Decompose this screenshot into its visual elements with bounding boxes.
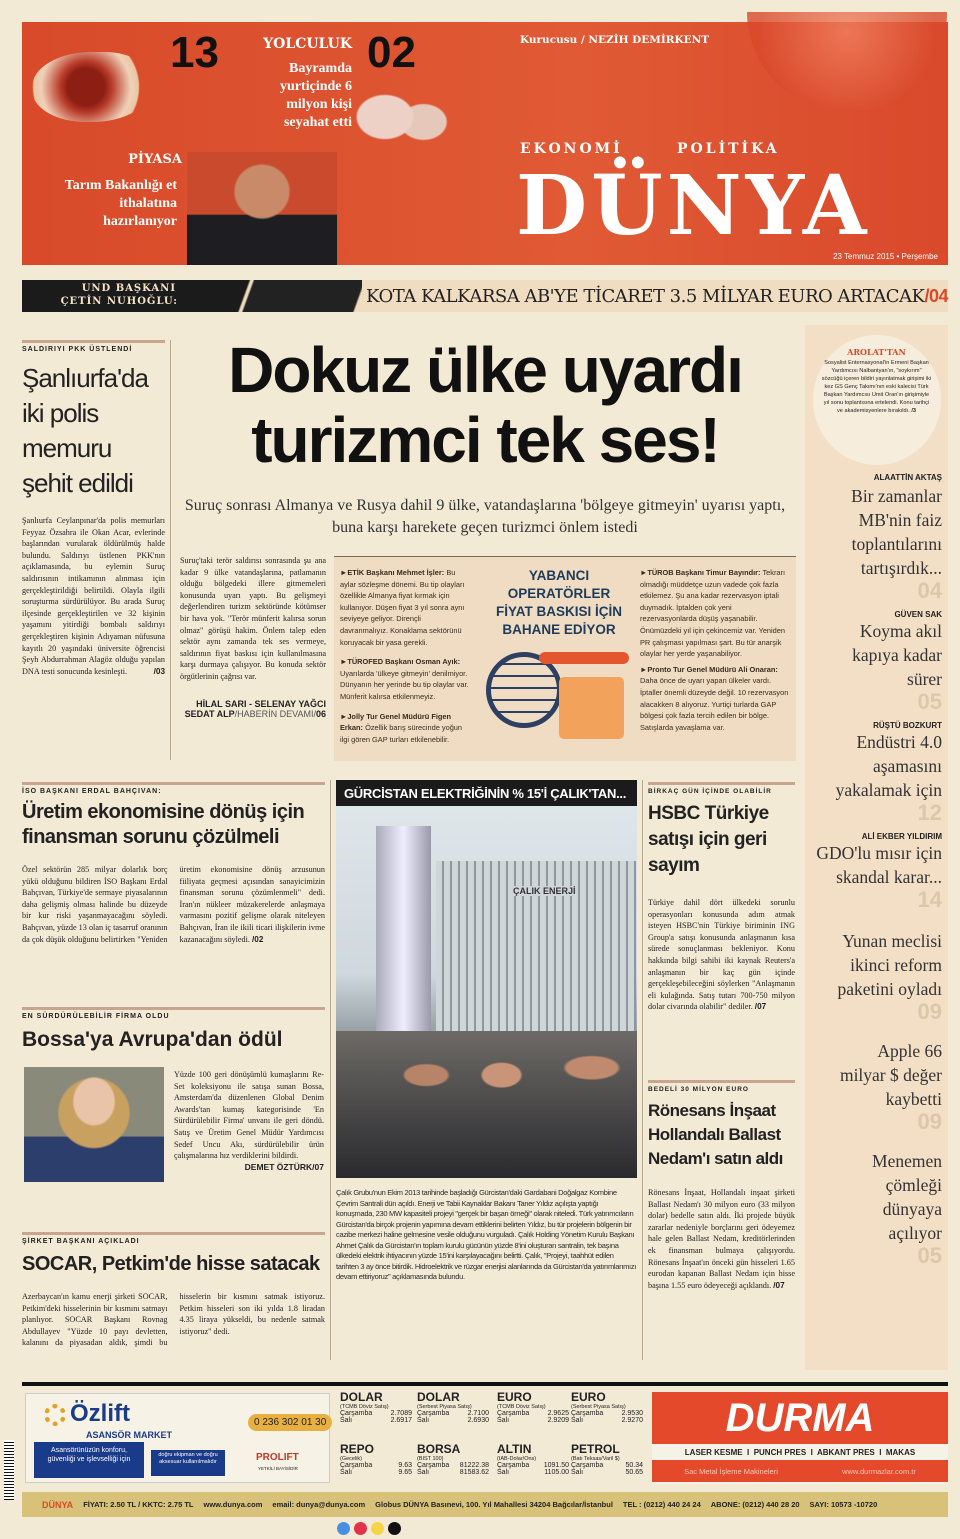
- globe-graphic: [747, 12, 947, 112]
- ronesans-kicker: BEDELİ 30 MİLYON EURO: [648, 1080, 795, 1093]
- teaser-kicker-piyasa: PİYASA: [128, 152, 182, 167]
- market-item: [417, 1442, 489, 1476]
- market-row: Salı 2.6917: [340, 1417, 412, 1424]
- hsbc-body: [648, 897, 795, 1013]
- calik-story[interactable]: [336, 780, 637, 1283]
- ozlift-phone[interactable]: 0 236 302 01 30: [248, 1414, 332, 1431]
- market-sub: (TCMB Döviz Satış): [340, 1404, 389, 1410]
- market-sub: (Serbest Piyasa Satış): [571, 1404, 626, 1410]
- market-row: Salı 2.9270: [571, 1417, 643, 1424]
- durma-url[interactable]: www.durmazlar.com.tr: [842, 1466, 916, 1476]
- sidebar-author: RÜŞTÜ BOZKURT: [873, 721, 942, 730]
- sidebar-author: ALİ EKBER YILDIRIM: [861, 832, 942, 841]
- arolat-page: /3: [911, 408, 916, 414]
- divider: [330, 780, 331, 1360]
- newspaper-logo[interactable]: DÜNYA: [516, 158, 871, 254]
- durma-bar: [652, 1460, 948, 1482]
- quote-strip[interactable]: [22, 280, 948, 312]
- lead-body-text: Suruç'taki terör saldırısı sonrasında şu ana kadar 9 ülke vatandaşlarına, patlamanın olduğu bölgedeki illere gitmemeleri konusunda uyarı yaptı. Bu gelişmeyi değerlendiren turizm sektöründe kötümser bir hava yok. "Terör münferit kalırsa sorun olmaz" görüşü hakim. Önlem talep eden sektör aynı zamanda tek ses vermeye, saldırının fiyat baskısı için kullanılmasına karşı durmaya çalışıyor. Bu konuda sektör örgütlerinin çağrısı var.: [180, 556, 326, 681]
- iso-title[interactable]: Üretim ekonomisine dönüş için finansman sorunu çözülmeli: [22, 801, 305, 848]
- divider: [170, 340, 171, 760]
- quote-speaker: ►Jolly Tur Genel Müdürü Figen Erkan:: [340, 711, 452, 733]
- ozlift-slogan1: Asansörünüzün konforu, güvenliği ve işlevselliği için: [34, 1442, 144, 1478]
- market-item: [571, 1390, 643, 1424]
- portrait-photo: [187, 152, 337, 265]
- quote-speaker: ►TÜROFED Başkanı Osman Ayık:: [340, 657, 461, 667]
- market-name: EURO: [497, 1390, 532, 1404]
- lead-body: [180, 555, 326, 719]
- sidebar-page: 04: [917, 578, 942, 603]
- quote-item: [340, 711, 470, 746]
- footer-tel: TEL : (0212) 440 24 24: [622, 1500, 701, 1509]
- sidebar-title: Endüstri 4.0 aşamasını yakalamak için: [835, 732, 942, 800]
- market-name: BORSA: [417, 1442, 461, 1456]
- bossa-story[interactable]: [22, 1007, 325, 1172]
- quote-item: [640, 567, 790, 660]
- lead-byline-author: SEDAT ALP: [184, 708, 235, 719]
- ozlift-brand: Özlift: [70, 1400, 130, 1427]
- plant-sign: ÇALIK ENERJİ: [513, 886, 576, 896]
- market-sub: (Serbest Piyasa Satış): [417, 1404, 472, 1410]
- prolift-sub: YETKİLİ BAYİSİDİR: [258, 1466, 298, 1471]
- ozlift-slogan2: doğru ekipman ve doğru aksesuar kullanılmalıdır: [151, 1450, 225, 1476]
- lead-headline[interactable]: [180, 335, 790, 475]
- quote-text: Tekrarı olmadığı müddetçe uzun vadede çok fazla etkilemez. Şu ana kadar rezervasyon iptali duymadık. İptalden çok yeni rezervasyonlarda düşüş yaşanabilir. Önümüzdeki yıl için çekincemiz var. Yeniden PR çalışması yapılması şart. Bu tür anarşik olaylar her yerde yaşanabiliyor.: [640, 568, 786, 659]
- teaser-kicker-yolculuk: YOLCULUK: [263, 36, 352, 52]
- market-name: PETROL: [571, 1442, 620, 1456]
- socar-title[interactable]: SOCAR, Petkim'de hisse satacak: [22, 1253, 320, 1275]
- market-row: Salı 1105.00: [497, 1469, 569, 1476]
- market-sub: (BIST 100): [417, 1456, 444, 1462]
- bossa-kicker: EN SÜRDÜRÜLEBİLİR FİRMA OLDU: [22, 1007, 325, 1020]
- left-story-text: Şanlıurfa Ceylanpınar'da polis memurları Feyyaz Özsahra ile Okan Acar, evlerinde başlarından vurularak öldürülmüş halde bulundu. Saldırıyı üstlenen PKK'nın açıklamasında, bu eylemin Suruç saldırısının intikamının alınması için gerçekleştirildiği belirtildi. Olayla ilgili soruşturma sürdürülüyor. Bu arada Suruç ilçesinde gerçekleştirilen ve 32 kişinin yaşamını yitirdiği bombalı saldırıyı gerçekleştiren kişinin Adıyaman nüfusuna kayıtlı 20 yaşındaki üniversite öğrencisi Şeyh Abdurrahman Alagöz olduğu yapılan DNA testi sonucunda kesinleşti.: [22, 516, 165, 676]
- gear-icon: [44, 1404, 66, 1426]
- prolift-logo: PROLIFT: [256, 1452, 299, 1463]
- footer-price: FİYATI: 2.50 TL / KKTC: 2.75 TL: [83, 1500, 194, 1509]
- sidebar-item[interactable]: [811, 610, 942, 713]
- hsbc-text: Türkiye dahil dört ülkedeki sorunlu operasyonları konusunda adım atmak isteyen HSBC'nin Türkiye biriminin ING Group'a satışı konusunda anlaşmanın kısa sürede sonuçlanması bekleniyor. Konu hakkında bilgi sahibi iki kaynak Reuters'a anlaşmanın bir kaç gün içinde gerçekleşebileceğini söylerken "Anlaşmanın eli kulağında. Satış tutarı 700-750 milyon dolar civarında olabilir" dediler.: [648, 898, 795, 1012]
- sidebar-item[interactable]: [811, 832, 942, 911]
- sidebar-item[interactable]: [811, 1039, 942, 1133]
- market-item: [497, 1390, 569, 1424]
- market-sub: (TCMB Döviz Satış): [497, 1404, 546, 1410]
- divider: [642, 780, 643, 1360]
- strip-speaker-1: UND BAŞKANI: [81, 283, 176, 294]
- teaser-text-piyasa[interactable]: Tarım Bakanlığı et ithalatına hazırlanıyor: [64, 178, 177, 229]
- strip-headline[interactable]: [366, 286, 948, 307]
- left-story[interactable]: [22, 340, 165, 677]
- ronesans-page: /07: [773, 1280, 785, 1290]
- market-name: ALTIN: [497, 1442, 532, 1456]
- hsbc-title[interactable]: HSBC Türkiye satışı için geri sayım: [648, 803, 769, 876]
- strip-portrait: [182, 280, 362, 312]
- lead-byline1: HİLAL SARI - SELENAY YAĞCI: [196, 698, 326, 709]
- sidebar-author: GÜVEN SAK: [894, 610, 942, 619]
- market-row: Salı 81583.62: [417, 1469, 489, 1476]
- plane-icon: [539, 652, 629, 664]
- travelers-silhouette: [352, 77, 462, 177]
- sidebar-page: 12: [917, 800, 942, 825]
- quote-text: Özellik barış sürecinde yoğun ilgi gören GAP turları etkilenebilir.: [340, 723, 463, 744]
- market-item: [417, 1390, 489, 1424]
- strip-page: /04: [924, 286, 948, 306]
- iso-story[interactable]: [22, 782, 325, 945]
- teaser-page-02[interactable]: 02: [367, 28, 416, 77]
- market-item: [571, 1442, 643, 1476]
- lead-headline-line2: turizmci tek ses!: [251, 404, 719, 476]
- black-dot: [388, 1522, 401, 1535]
- quotes-right: [640, 567, 790, 733]
- hsbc-kicker: BİRKAÇ GÜN İÇİNDE OLABİLİR: [648, 782, 795, 795]
- sidebar-item[interactable]: [811, 929, 942, 1023]
- bossa-title[interactable]: Bossa'ya Avrupa'dan ödül: [22, 1028, 283, 1051]
- iso-body: [22, 864, 325, 945]
- market-data: [340, 1390, 643, 1486]
- left-story-title[interactable]: Şanlıurfa'da iki polis memuru şehit edildi: [22, 363, 148, 498]
- market-item: [497, 1442, 569, 1476]
- arolat-body: Sosyalist Enternasyonal'in Ermeni Başkan Yardımcısı Nalbantyan'ın, "soykırım" sözcüğü içeren bildiri yayınlatmak girişimi iki kez GS Genç Takımı'nın eski kalecisi Türk Başkan Yardımcısı Umit Oran'ın girişimiyle yıl sonu toplantısına ertelendi. Konu tarihçi ve akademisyenlere bırakıldı.: [821, 360, 932, 414]
- strip-speaker-2: ÇETİN NUHOĞLU:: [60, 296, 178, 307]
- ronesans-text: Rönesans İnşaat, Hollandalı inşaat şirketi Ballast Nedam'ı 30 milyon euro (33 milyon dolar) bedelle satın aldı. İki projede büyük zararlar nedeniyle borçlarını geri ödeyemez hale gelen Ballast Nedam, kreditörlerinden ek finansman bulmaya çalışıyordu. Rönesans İnşaat'ın önceki gün hisseleri 1.65 eurodan kapanan Ballast Nedam için hisse başına 1.55 euro ödeyeceği açıklandı.: [648, 1188, 795, 1290]
- founder: Kurucusu / NEZİH DEMİRKENT: [520, 34, 710, 46]
- quote-speaker: ►TÜROB Başkanı Timur Bayındır:: [640, 568, 761, 577]
- calik-body: Çalık Grubu'nun Ekim 2013 tarihinde başladığı Gürcistan'daki Gardabani Doğalgaz Kombine Çevrim Santrali dün açıldı. Enerji ve Tabii Kaynaklar Bakanı Taner Yıldız açılışta yaptığı konuşmada, 230 MW kapasiteli projeyi "gerçek bir başarı örneği" olarak niteledi. Türk yatırımcıların Gürcistan'da birçok projenin yapımına devam ettiklerini belirten Yıldız, bu tür projelerin bölgenin bir cazibe merkezi haline gelmesine vesile olduğunu vurguladı. Çalık Holding Yönetim Kurulu Başkanı Ahmet Çalık da Gürcistan'ın toplam kurulu gücünün yüzde 8'ini oluşturan santralin, tek başına ülkedeki elektrik ihtiyacının yüzde 15'ini karşılayacağını belirtti. Çalık, "Projeyi, taahhüt edilen tarihten 3 ay önce bitirdik. Hidroelektrik ve rüzgar enerjisi alanlarında da Gürcistan'da yatırımlarımızı devam ettiriyoruz" açıklamasında bulundu.: [336, 1188, 637, 1281]
- iso-page: /02: [252, 934, 264, 944]
- columnist-list: [805, 473, 948, 1267]
- sidebar-page: 09: [917, 999, 942, 1024]
- quote-speaker: ►ETİK Başkanı Mehmet İşler:: [340, 568, 445, 577]
- quote-item: [340, 656, 470, 702]
- right-sidebar: [805, 325, 948, 1370]
- footer-web[interactable]: www.dunya.com: [203, 1500, 263, 1509]
- market-row: Çarşamba 1091.50: [497, 1462, 569, 1469]
- lead-byline2: [180, 709, 326, 719]
- quote-item: [340, 567, 470, 648]
- socar-body: Azerbaycan'ın kamu enerji şirketi SOCAR, Petkim'deki hisselerinin bir kısmını satmayı planlıyor. SOCAR Başkanı Rovnag Abdullayev "Yüzde 10 payı devletten, kalanını da piyasadan aldık, şimdi bu hisselerin bir kısmını satmak istiyoruz. Petkim hisseleri son iki yılda 1.8 liradan 4.35 liraya yükseldi, bu nedenle satmak istiyoruz" dedi.: [22, 1292, 325, 1348]
- bossa-author: DEMET ÖZTÜRK: [244, 1161, 313, 1172]
- market-row: Salı 2.6930: [417, 1417, 489, 1424]
- market-row: Çarşamba 81222.38: [417, 1462, 489, 1469]
- ronesans-body: [648, 1187, 795, 1291]
- arolat-box[interactable]: [813, 335, 941, 465]
- sidebar-title: GDO'lu mısır için skandal karar...: [816, 843, 942, 887]
- masthead: [22, 22, 948, 265]
- footer-brand: DÜNYA: [42, 1499, 74, 1510]
- cyan-dot: [337, 1522, 350, 1535]
- print-color-marks: [337, 1522, 401, 1535]
- bossa-page: /07: [312, 1161, 324, 1172]
- bossa-photo: [24, 1067, 164, 1182]
- sidebar-item[interactable]: [811, 473, 942, 602]
- quotes-left: [340, 567, 470, 745]
- market-row: Salı 2.9209: [497, 1417, 569, 1424]
- left-story-page: /03: [153, 666, 165, 676]
- sidebar-title: Bir zamanlar MB'nin faiz toplantılarını tartışırdık...: [851, 486, 942, 578]
- arolat-text: [821, 359, 933, 415]
- market-row: Salı 50.65: [571, 1469, 643, 1476]
- graphic-title: YABANCI OPERATÖRLER FİYAT BASKISI İÇİN BAHANE EDİYOR: [495, 568, 622, 637]
- market-sub: (IAB-Dolar/Ons): [497, 1456, 537, 1462]
- power-plant-photo: [336, 806, 637, 1178]
- iso-text: Özel sektörün 285 milyar dolarlık borç yükü olduğunu bildiren İSO Başkanı Erdal Bahçıvan, Türkiye'de sermaye piyasalarının daha gelişmiş olması halinde bu düzeyde bir kur riski yaşanmayacağını söyledi. Bahçıvan, yüzde 13 olan iç tasarruf oranının da çok düşük olduğunu belirtirken "Yeniden üretim ekonomisine dönüş arzusunun fiiliyata geçmesi açısından sanayicimizin finansman sorunu çözümlenmeli" dedi. İran'ın nükleer müzakerelerde anlaşmaya varmasını pozitif gelişme olarak niteleyen Bahçıvan, İran ile ikili ticari ilişkilerin ivme kazanacağını söyledi.: [22, 865, 325, 944]
- market-name: DOLAR: [417, 1390, 460, 1404]
- lead-headline-line1: Dokuz ülke uyardı: [228, 334, 742, 406]
- sidebar-item[interactable]: [811, 1149, 942, 1267]
- suitcase-icon: [559, 677, 624, 739]
- lead-page: 06: [315, 708, 326, 719]
- ozlift-sub: ASANSÖR MARKET: [86, 1430, 173, 1440]
- tagline-ekonomi: EKONOMİ: [520, 141, 623, 157]
- market-name: EURO: [571, 1390, 606, 1404]
- ronesans-story[interactable]: [648, 1080, 795, 1291]
- durma-logo: DURMA: [652, 1392, 948, 1444]
- meat-image: [32, 52, 152, 122]
- market-row: Çarşamba 2.9530: [571, 1410, 643, 1417]
- socar-kicker: ŞİRKET BAŞKANI AÇIKLADI: [22, 1232, 325, 1245]
- durma-ad[interactable]: [652, 1392, 948, 1484]
- lead-more-link[interactable]: /HABERİN DEVAMI/: [234, 708, 316, 719]
- yellow-dot: [371, 1522, 384, 1535]
- ronesans-title[interactable]: Rönesans İnşaat Hollandalı Ballast Nedam'ı satın aldı: [648, 1101, 783, 1168]
- market-row: Çarşamba 2.9625: [497, 1410, 569, 1417]
- footer-sayi: SAYI: 10573 -10720: [809, 1500, 878, 1509]
- bossa-body: [174, 1069, 324, 1173]
- sidebar-page: 09: [917, 1109, 942, 1134]
- lead-subhead: Suruç sonrası Almanya ve Rusya dahil 9 ülke, vatandaşlarına 'bölgeye gitmeyin' uyarısı yaptı, buna karşı harekete geçen turizmci önlem istedi: [184, 497, 786, 536]
- market-item: [340, 1390, 412, 1424]
- strip-headline-text: KOTA KALKARSA AB'YE TİCARET 3.5 MİLYAR EURO ARTACAK: [366, 286, 925, 307]
- quotes-box: [334, 556, 796, 761]
- barcode: [4, 1440, 14, 1500]
- durma-products: LASER KESME I PUNCH PRES I ABKANT PRES I MAKAS: [684, 1448, 916, 1457]
- hsbc-page: /07: [754, 1002, 767, 1012]
- teaser-page-13[interactable]: 13: [170, 28, 219, 77]
- sidebar-title: Yunan meclisi ikinci reform paketini oyladı: [837, 931, 942, 999]
- market-row: Çarşamba 2.7100: [417, 1410, 489, 1417]
- iso-kicker: İSO BAŞKANI ERDAL BAHÇIVAN:: [22, 782, 325, 795]
- market-name: REPO: [340, 1442, 375, 1456]
- left-story-body: [22, 515, 165, 677]
- sidebar-page: 14: [917, 887, 942, 912]
- press-crowd: [336, 1031, 637, 1178]
- quote-speaker: ►Pronto Tur Genel Müdürü Ali Onaran:: [640, 664, 778, 674]
- market-name: DOLAR: [340, 1390, 383, 1404]
- quote-item: [640, 664, 790, 734]
- footer-address: Globus DÜNYA Basınevi, 100. Yıl Mahallesi 34204 Bağcılar/İstanbul: [375, 1500, 613, 1509]
- quote-text: Daha önce de uyarı yapan ülkeler vardı. İptaller önemli düzeyde değil. 10 rezervasyon alacakken 8 alıyoruz. Yurtiçi turlarda GAP bölgesi çok fazla tercih edilen bir bölge. Satışlarda yavaşlama var.: [640, 676, 789, 732]
- sidebar-title: Apple 66 milyar $ değer kaybetti: [839, 1041, 942, 1109]
- magenta-dot: [354, 1522, 367, 1535]
- bossa-byline: [174, 1162, 324, 1174]
- market-sub: (Batı Teksas/Varil $): [571, 1456, 620, 1462]
- market-row: Çarşamba 9.63: [340, 1462, 412, 1469]
- quote-text: Uyarılarda 'ülkeye gitmeyin' denilmiyor. Dünyanın her yerinde bu tip olaylar var. Münferit kalırsa etkilenmeyiz.: [340, 668, 469, 701]
- teaser-text-yolculuk[interactable]: Bayramda yurtiçinde 6 milyon kişi seyahat etti: [280, 61, 352, 130]
- footer-bar: [22, 1492, 948, 1517]
- tagline-politika: POLİTİKA: [677, 141, 780, 157]
- sidebar-page: 05: [917, 1243, 942, 1268]
- market-row: Çarşamba 2.7089: [340, 1410, 412, 1417]
- sidebar-author: ALAATTİN AKTAŞ: [873, 473, 942, 482]
- socar-story[interactable]: [22, 1232, 325, 1349]
- sidebar-page: 05: [917, 689, 942, 714]
- left-story-kicker: SALDIRIYI PKK ÜSTLENDİ: [22, 340, 165, 353]
- calik-title[interactable]: GÜRCİSTAN ELEKTRİĞİNİN % 15'İ ÇALIK'TAN...: [336, 780, 637, 806]
- ozlift-ad[interactable]: [25, 1393, 330, 1483]
- durma-sub: Sac Metal İşleme Makineleri: [684, 1466, 778, 1476]
- arolat-title: AROLAT'TAN: [847, 347, 906, 357]
- footer-abone: ABONE: (0212) 440 28 20: [710, 1500, 800, 1509]
- footer-email[interactable]: email: dunya@dunya.com: [272, 1500, 366, 1509]
- chimney: [376, 826, 431, 1036]
- quote-text: Bu aylar sözleşme dönemi. Bu tip olayları özellikle Almanya fiyat kırmak için kullanıyor. Düşen fiyat 3 yıl sonra aynı seviyeye geliyor. Dirençli davranmalıyız. Konaklama sektörünü koruyacak bir yasa gerekli.: [340, 568, 465, 647]
- market-item: [340, 1442, 412, 1476]
- sidebar-title: Menemen çömleği dünyaya açılıyor: [872, 1151, 942, 1243]
- bottom-rule: [22, 1382, 948, 1386]
- hsbc-story[interactable]: [648, 782, 795, 1013]
- market-row: Çarşamba 50.34: [571, 1462, 643, 1469]
- bossa-text: Yüzde 100 geri dönüşümlü kumaşlarını Re-Set koleksiyonu ile satışa sunan Bossa, Amsterdam'da düzenlenen Global Denim Awards'tan kumaş kategorisinde 'En Sürdürülebilir Firma' unvanı ile geri döndü. Satış ve Üretim Genel Müdür Yardımcısı Sedef Uncu Akı, sürdürülebilir ürün çalışmalarına hız verdiklerini bildirdi.: [174, 1070, 324, 1161]
- market-sub: (Gecelik): [340, 1456, 363, 1462]
- sidebar-title: Koyma akıl kapıya kadar sürer: [852, 621, 942, 689]
- sidebar-item[interactable]: [811, 721, 942, 824]
- issue-date: 23 Temmuz 2015 • Perşembe: [833, 252, 938, 261]
- market-row: Salı 9.65: [340, 1469, 412, 1476]
